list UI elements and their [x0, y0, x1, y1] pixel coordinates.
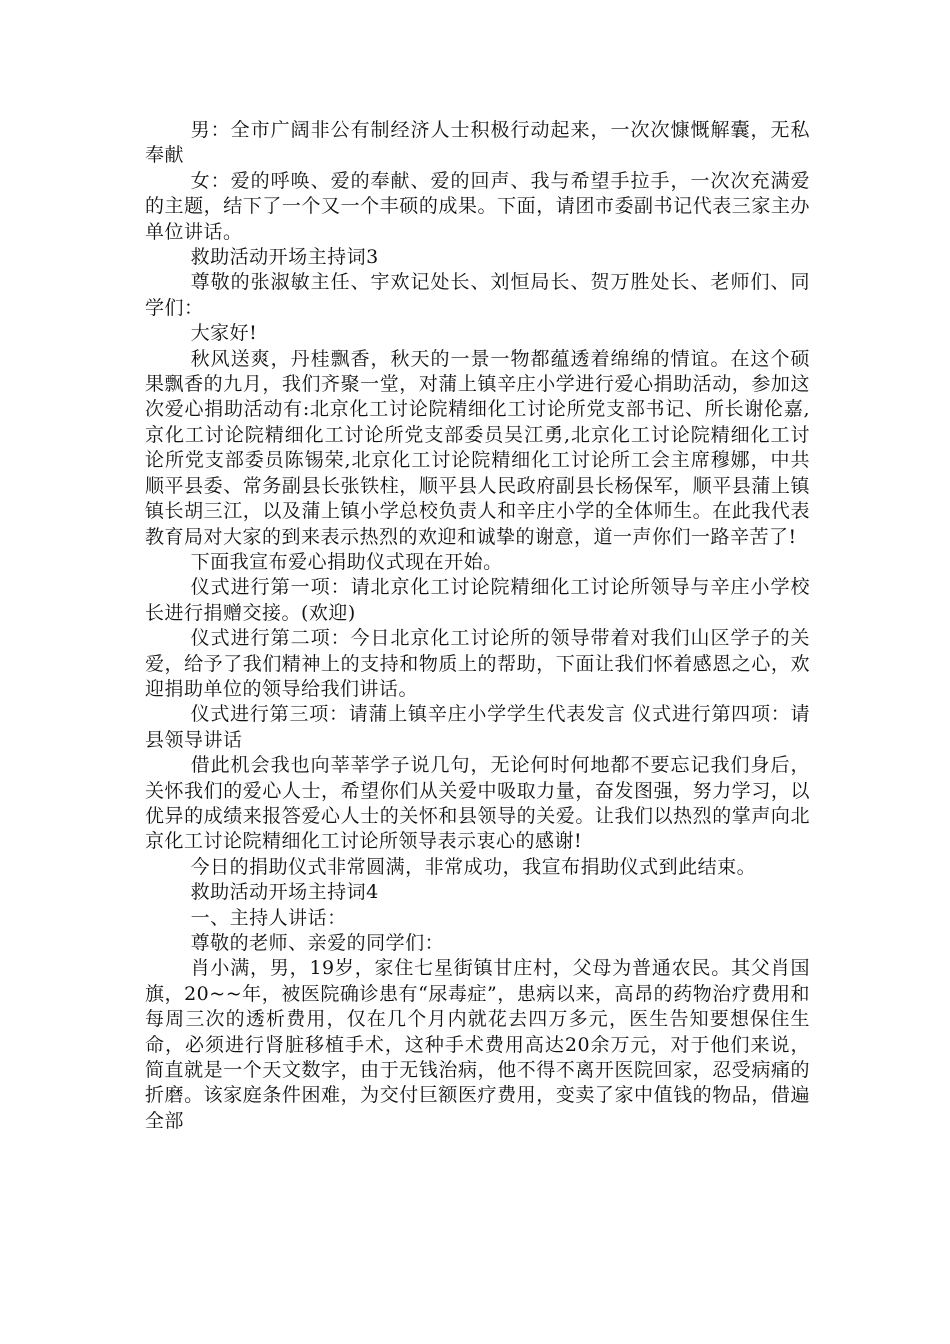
paragraph-item-2: 仪式进行第二项：今日北京化工讨论所的领导带着对我们山区学子的关爱，给予了我们精神上的支持和物质上的帮助，下面让我们怀着感恩之心，欢迎捐助单位的领导给我们讲话。	[145, 627, 810, 700]
paragraph-salutation-2: 尊敬的老师、亲爱的同学们：	[190, 932, 445, 954]
document-body	[145, 118, 810, 1134]
paragraph-item-3-4: 仪式进行第三项：请蒲上镇辛庄小学学生代表发言 仪式进行第四项：请县领导讲话	[145, 703, 810, 751]
paragraph-female-host: 女：爱的呼唤、爱的奉献、爱的回声、我与希望手拉手，一次次充满爱的主题，结下了一个又一个丰硕的成果。下面，请团市委副书记代表三家主办单位讲话。	[145, 169, 810, 243]
paragraph-opening: 秋风送爽，丹桂飘香，秋天的一景一物都蕴透着绵绵的情谊。在这个硕果飘香的九月，我们齐聚一堂，对蒲上镇辛庄小学进行爱心捐助活动，参加这次爱心捐助活动有:北京化工讨论院精细化工讨论所党支部书记、所长谢伦嘉,京化工讨论院精细化工讨论所党支部委员吴江勇,北京化工讨论院精细化工讨论所党支部委员陈锡荣,北京化工讨论院精细化工讨论所工会主席穆娜，中共顺平县委、常务副县长张铁柱，顺平县人民政府副县长杨保军，顺平县蒲上镇镇长胡三江，以及蒲上镇小学总校负责人和辛庄小学的全体师生。在此我代表教育局对大家的到来表示热烈的欢迎和诚挚的谢意，道一声你们一路辛苦了!	[145, 347, 810, 548]
section-heading-4: 救助活动开场主持词4	[190, 881, 379, 904]
paragraph-item-1: 仪式进行第一项：请北京化工讨论院精细化工讨论所领导与辛庄小学校长进行捐赠交接。(欢迎)	[145, 576, 810, 624]
paragraph-message-students: 借此机会我也向莘莘学子说几句，无论何时何地都不要忘记我们身后，关怀我们的爱心人士，希望你们从关爱中吸取力量，奋发图强，努力学习，以优异的成绩来报答爱心人士的关怀和县领导的关爱。让我们以热烈的掌声向北京化工讨论院精细化工讨论所领导表示衷心的感谢!	[145, 754, 810, 853]
paragraph-closing: 今日的捐助仪式非常圆满，非常成功，我宣布捐助仪式到此结束。	[190, 855, 757, 878]
section-heading-3: 救助活动开场主持词3	[190, 246, 379, 269]
paragraph-greeting: 大家好!	[190, 322, 258, 345]
paragraph-case-story: 肖小满，男，19岁，家住七星街镇甘庄村，父母为普通农民。其父肖国旗，20~~年，被医院确诊患有“尿毒症”，患病以来，高昂的药物治疗费用和每周三次的透析费用，仅在几个月内就花去四万多元，医生告知要想保住生命，必须进行肾脏移植手术，这种手术费用高达20余万元，对于他们来说，简直就是一个天文数字，由于无钱治病，他不得不离开医院回家，忍受病痛的折磨。该家庭条件困难，为交付巨额医疗费用，变卖了家中值钱的物品，借遍全部	[145, 957, 810, 1132]
paragraph-announce-start: 下面我宣布爱心捐助仪式现在开始。	[190, 550, 503, 573]
paragraph-male-host: 男：全市广阔非公有制经济人士积极行动起来，一次次慷慨解囊，无私奉献	[145, 119, 810, 167]
paragraph-salutation: 尊敬的张淑敏主任、宇欢记处长、刘恒局长、贺万胜处长、老师们、同学们：	[145, 271, 810, 319]
paragraph-host-speech-heading: 一、主持人讲话：	[190, 906, 347, 929]
